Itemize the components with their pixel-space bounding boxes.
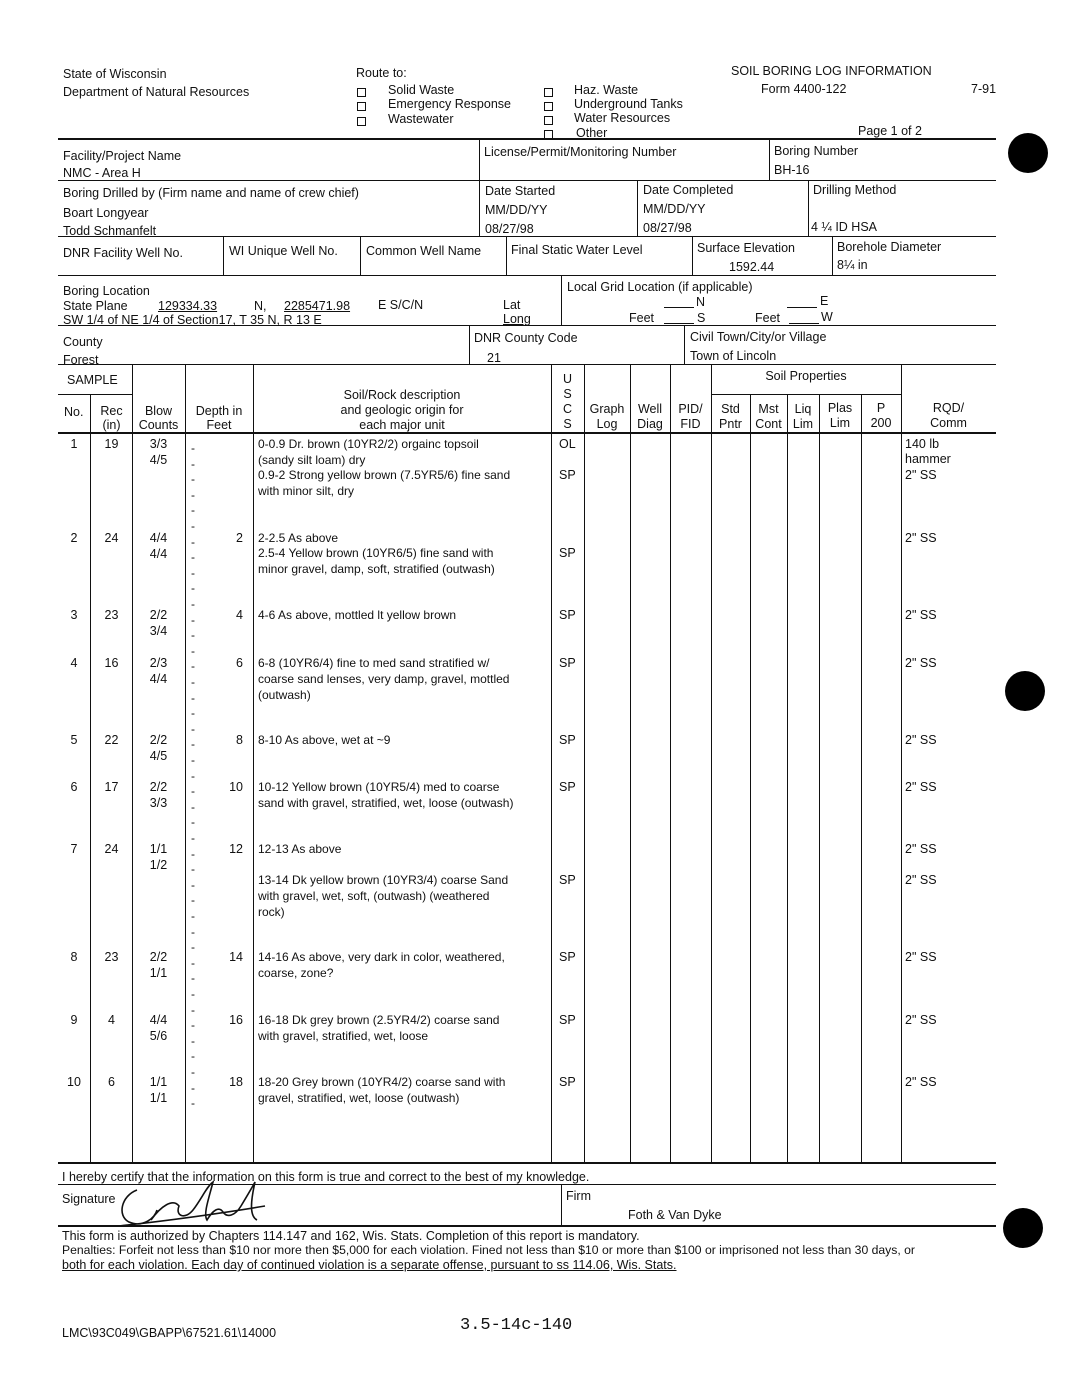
mst-cont-header: Mst xyxy=(758,402,779,416)
description-header: Soil/Rock description xyxy=(343,388,461,402)
wastewater-label: Wastewater xyxy=(388,112,454,126)
date-completed: 08/27/98 xyxy=(643,221,692,235)
depth-header-unit: Feet xyxy=(206,418,232,432)
date-started-label: Date Started xyxy=(485,184,556,198)
static-water-label: Final Static Water Level xyxy=(511,243,643,257)
solid-waste-checkbox[interactable] xyxy=(357,88,366,97)
depth-tick-mark: - xyxy=(191,784,195,798)
pid-fid-header-2: FID xyxy=(680,417,701,431)
haz-waste-label: Haz. Waste xyxy=(574,83,639,97)
sample-recovery: 19 xyxy=(104,437,119,451)
route-to-label: Route to: xyxy=(356,66,407,80)
rqd-comment: 2" SS xyxy=(905,1075,937,1089)
blow-header-counts: Counts xyxy=(138,418,179,432)
soil-description-line: coarse, zone? xyxy=(258,966,334,980)
depth-tick-mark: - xyxy=(191,1003,195,1017)
rule xyxy=(58,1162,996,1164)
wi-well-label: WI Unique Well No. xyxy=(229,244,338,258)
rule xyxy=(637,180,638,236)
grid-south: S xyxy=(697,311,706,325)
rqd-comment: hammer xyxy=(905,452,951,466)
depth-tick-mark: - xyxy=(191,581,195,595)
blow-count: 2/2 xyxy=(149,608,168,622)
sample-number: 7 xyxy=(70,842,78,856)
borehole-diameter: 8¼ in xyxy=(837,258,868,272)
grid-west: W xyxy=(821,310,833,324)
sample-depth: 16 xyxy=(229,1013,243,1027)
depth-tick-mark: - xyxy=(191,644,195,658)
water-resources-checkbox[interactable] xyxy=(544,116,553,125)
county-name: Forest xyxy=(63,353,99,367)
depth-tick-mark: - xyxy=(191,987,195,1001)
sample-depth: 14 xyxy=(229,950,243,964)
sample-number: 6 xyxy=(70,780,78,794)
soil-description-line: 12-13 As above xyxy=(258,842,342,856)
no-header: No. xyxy=(64,405,84,419)
drilling-method-label: Drilling Method xyxy=(813,183,897,197)
sample-number: 2 xyxy=(70,531,78,545)
soil-description-line: 4-6 As above, mottled lt yellow brown xyxy=(258,608,457,622)
rqd-comment: 2" SS xyxy=(905,468,937,482)
pid-fid-header: PID/ xyxy=(678,402,703,416)
rule xyxy=(711,394,901,395)
emergency-response-label: Emergency Response xyxy=(388,97,511,111)
depth-tick-mark: - xyxy=(191,628,195,642)
depth-tick-mark: - xyxy=(191,893,195,907)
signature-label: Signature xyxy=(62,1192,116,1206)
rule xyxy=(58,364,996,365)
local-grid-label: Local Grid Location (if applicable) xyxy=(567,280,753,294)
emergency-response-checkbox[interactable] xyxy=(357,102,366,111)
civil-town: Town of Lincoln xyxy=(690,349,777,363)
p200-header-2: 200 xyxy=(870,416,892,430)
east-scn-label: E S/C/N xyxy=(378,298,424,312)
sample-number: 8 xyxy=(70,950,78,964)
depth-tick-mark: - xyxy=(191,925,195,939)
long-label: Long xyxy=(503,312,531,326)
firm-label: Firm xyxy=(566,1189,591,1203)
plas-lim-header-2: Lim xyxy=(829,416,851,430)
soil-description-line: with gravel, wet, soft, (outwash) (weathered xyxy=(258,889,490,903)
soil-description-line: coarse sand lenses, very damp, gravel, mottled xyxy=(258,672,510,686)
rule xyxy=(58,180,996,181)
rule xyxy=(360,236,361,275)
blank-line xyxy=(789,323,819,324)
graph-log-header-2: Log xyxy=(596,417,618,431)
blow-count: 3/4 xyxy=(149,624,168,638)
sample-header: SAMPLE xyxy=(67,373,118,387)
sample-recovery: 24 xyxy=(104,842,119,856)
blow-count: 4/4 xyxy=(149,547,168,561)
liq-lim-header-2: Lim xyxy=(792,417,814,431)
rule xyxy=(90,394,91,1162)
depth-tick-mark: - xyxy=(191,566,195,580)
rule xyxy=(630,364,631,1162)
uscs-code: SP xyxy=(559,468,576,482)
rule xyxy=(901,364,902,1162)
rule xyxy=(787,394,788,1162)
underground-tanks-checkbox[interactable] xyxy=(544,102,553,111)
borehole-diameter-label: Borehole Diameter xyxy=(837,240,942,254)
soil-description-line: 8-10 As above, wet at ~9 xyxy=(258,733,391,747)
depth-tick-mark: - xyxy=(191,488,195,502)
uscs-code: SP xyxy=(559,608,576,622)
county-code-label: DNR County Code xyxy=(474,331,578,345)
depth-tick-mark: - xyxy=(191,691,195,705)
sample-depth: 6 xyxy=(236,656,243,670)
std-pntr-header-2: Pntr xyxy=(719,417,742,431)
grid-east: E xyxy=(820,294,829,308)
soil-description-line: (outwash) xyxy=(258,688,311,702)
grid-north: N xyxy=(696,295,706,309)
rqd-comment: 2" SS xyxy=(905,733,937,747)
rule xyxy=(58,1225,996,1227)
date-started: 08/27/98 xyxy=(485,222,534,236)
blow-header: Blow xyxy=(144,404,173,418)
soil-description-line: 6-8 (10YR6/4) fine to med sand stratified w/ xyxy=(258,656,490,670)
dnr-well-label: DNR Facility Well No. xyxy=(63,246,183,260)
wastewater-checkbox[interactable] xyxy=(357,117,366,126)
rqd-comment: 2" SS xyxy=(905,608,937,622)
authorization-text: This form is authorized by Chapters 114.147 and 162, Wis. Stats. Completion of this report is mandatory. xyxy=(62,1229,640,1243)
civil-town-label: Civil Town/City/or Village xyxy=(690,330,827,344)
section-location: SW 1/4 of NE 1/4 of Section17, T 35 N, R 13 E xyxy=(63,313,322,327)
soil-description-line: 0-0.9 Dr. brown (10YR2/2) orgainc topsoil xyxy=(258,437,479,451)
depth-tick-mark: - xyxy=(191,472,195,486)
depth-tick-mark: - xyxy=(191,956,195,970)
uscs-header: S xyxy=(563,387,572,401)
blow-count: 4/4 xyxy=(149,1013,168,1027)
county-code: 21 xyxy=(487,351,501,365)
depth-tick-mark: - xyxy=(191,909,195,923)
sample-number: 9 xyxy=(70,1013,78,1027)
soil-description-line: 10-12 Yellow brown (10YR5/4) med to coarse xyxy=(258,780,500,794)
uscs-code: SP xyxy=(559,1013,576,1027)
water-resources-label: Water Resources xyxy=(574,111,671,125)
uscs-code: SP xyxy=(559,1075,576,1089)
rule xyxy=(808,180,809,236)
blank-line xyxy=(664,307,694,308)
soil-description-line: (sandy silt loam) dry xyxy=(258,453,366,467)
sample-recovery: 16 xyxy=(104,656,119,670)
soil-description-line: 16-18 Dk grey brown (2.5YR4/2) coarse sand xyxy=(258,1013,500,1027)
certification-text: I hereby certify that the information on this form is true and correct to the best of my knowledge. xyxy=(62,1170,590,1184)
rule xyxy=(58,138,996,140)
rqd-comment: 2" SS xyxy=(905,780,937,794)
depth-tick-mark: - xyxy=(191,1081,195,1095)
solid-waste-label: Solid Waste xyxy=(388,83,455,97)
blow-count: 1/1 xyxy=(149,1075,168,1089)
rqd-comm-header-2: Comm xyxy=(930,416,967,430)
soil-description-line: 2-2.5 As above xyxy=(258,531,339,545)
surface-elevation: 1592.44 xyxy=(729,260,775,274)
sample-depth: 10 xyxy=(229,780,243,794)
sample-recovery: 23 xyxy=(104,950,119,964)
uscs-code: SP xyxy=(559,733,576,747)
rule xyxy=(832,236,833,275)
boring-number-label: Boring Number xyxy=(774,144,859,158)
boring-number: BH-16 xyxy=(774,163,810,177)
sample-recovery: 17 xyxy=(104,780,119,794)
punch-hole-icon xyxy=(1005,671,1045,711)
rqd-comment: 2" SS xyxy=(905,873,937,887)
crew-chief: Todd Schmanfelt xyxy=(63,224,157,238)
rule xyxy=(479,138,480,180)
rule xyxy=(684,325,685,364)
blow-count: 2/2 xyxy=(149,950,168,964)
state-plane-east: 2285471.98 xyxy=(284,299,351,313)
uscs-code: SP xyxy=(559,546,576,560)
depth-tick-mark: - xyxy=(191,519,195,533)
underground-tanks-label: Underground Tanks xyxy=(574,97,683,111)
liq-lim-header: Liq xyxy=(794,402,812,416)
depth-tick-mark: - xyxy=(191,706,195,720)
rule xyxy=(506,236,507,275)
penalties-text: Penalties: Forfeit not less than $10 nor more then $5,000 for each violation. Fined not less than $10 or more than $100 or imprisoned not less than 30 days, or xyxy=(62,1243,915,1257)
blow-count: 1/1 xyxy=(149,1091,168,1105)
soil-description-line: 0.9-2 Strong yellow brown (7.5YR5/6) fine sand xyxy=(258,468,511,482)
sample-number: 3 xyxy=(70,608,78,622)
blow-count: 1/2 xyxy=(149,858,168,872)
date-completed-format: MM/DD/YY xyxy=(643,202,706,216)
sample-number: 5 xyxy=(70,733,78,747)
rule xyxy=(670,364,671,1162)
blow-count: 5/6 xyxy=(149,1029,168,1043)
rule xyxy=(584,364,585,1162)
department-name: Department of Natural Resources xyxy=(63,85,250,99)
drilling-firm: Boart Longyear xyxy=(63,206,149,220)
drilling-method: 4 ¼ ID HSA xyxy=(811,220,877,234)
penalties-text-2: both for each violation. Each day of continued violation is a separate offense, pursuant to ss 114.06, Wis. Stats. xyxy=(62,1258,677,1272)
depth-tick-mark: - xyxy=(191,971,195,985)
sample-depth: 18 xyxy=(229,1075,243,1089)
std-pntr-header: Std xyxy=(721,402,740,416)
depth-tick-mark: - xyxy=(191,862,195,876)
description-header-2: and geologic origin for xyxy=(340,403,464,417)
county-label: County xyxy=(63,335,103,349)
common-well-label: Common Well Name xyxy=(366,244,482,258)
state-plane-north: 129334.33 xyxy=(158,299,218,313)
punch-hole-icon xyxy=(1008,133,1048,173)
blow-count: 4/5 xyxy=(149,749,168,763)
blank-line xyxy=(664,323,694,324)
state-name: State of Wisconsin xyxy=(63,67,167,81)
sample-recovery: 23 xyxy=(104,608,119,622)
uscs-code: OL xyxy=(559,437,576,451)
blow-count: 1/1 xyxy=(149,842,168,856)
depth-tick-mark: - xyxy=(191,831,195,845)
sample-number: 1 xyxy=(70,437,78,451)
depth-tick-mark: - xyxy=(191,441,195,455)
depth-tick-mark: - xyxy=(191,1096,195,1110)
surface-elevation-label: Surface Elevation xyxy=(697,241,795,255)
soil-description-line: with gravel, stratified, wet, loose xyxy=(258,1029,429,1043)
rule xyxy=(750,394,751,1162)
north-label: N, xyxy=(254,299,267,313)
soil-properties-header: Soil Properties xyxy=(765,369,847,383)
soil-description-line: rock) xyxy=(258,905,285,919)
depth-tick-mark: - xyxy=(191,753,195,767)
depth-tick-mark: - xyxy=(191,503,195,517)
well-diag-header: Well xyxy=(637,402,663,416)
uscs-header: C xyxy=(562,402,573,416)
depth-tick-mark: - xyxy=(191,1018,195,1032)
document-code: 3.5-14c-140 xyxy=(460,1316,573,1335)
rule xyxy=(861,394,862,1162)
rqd-comm-header: RQD/ xyxy=(932,401,965,415)
rule xyxy=(692,236,693,275)
form-revision: 7-91 xyxy=(971,82,997,96)
boring-location-label: Boring Location xyxy=(63,284,150,298)
rec-header: Rec xyxy=(100,404,123,418)
lat-label: Lat xyxy=(503,298,521,312)
drilled-by-label: Boring Drilled by (Firm name and name of crew chief) xyxy=(63,186,359,200)
rule xyxy=(819,394,820,1162)
rule xyxy=(711,364,712,1162)
p200-header: P xyxy=(876,401,886,415)
depth-tick-mark: - xyxy=(191,878,195,892)
sample-depth: 4 xyxy=(236,608,243,622)
blow-count: 3/3 xyxy=(149,796,168,810)
soil-description-line: minor gravel, damp, soft, stratified (outwash) xyxy=(258,562,495,576)
rqd-comment: 2" SS xyxy=(905,656,937,670)
document-path: LMC\93C049\GBAPP\67521.61\14000 xyxy=(62,1326,277,1340)
rule xyxy=(479,180,480,236)
soil-description-line: 2.5-4 Yellow brown (10YR6/5) fine sand with xyxy=(258,546,494,560)
rule xyxy=(58,275,996,276)
description-header-3: each major unit xyxy=(359,418,445,432)
punch-hole-icon xyxy=(1003,1208,1043,1248)
sample-recovery: 24 xyxy=(104,531,119,545)
uscs-code: SP xyxy=(559,656,576,670)
depth-tick-mark: - xyxy=(191,457,195,471)
signature-image xyxy=(115,1176,275,1232)
blow-count: 4/5 xyxy=(149,453,168,467)
rqd-comment: 2" SS xyxy=(905,950,937,964)
feet-label: Feet xyxy=(755,311,781,325)
depth-tick-mark: - xyxy=(191,940,195,954)
uscs-code: SP xyxy=(559,780,576,794)
uscs-code: SP xyxy=(559,873,576,887)
firm-name: Foth & Van Dyke xyxy=(628,1208,722,1222)
blow-count: 2/3 xyxy=(149,656,168,670)
depth-header: Depth in xyxy=(195,404,243,418)
rule xyxy=(551,364,552,1162)
haz-waste-checkbox[interactable] xyxy=(544,88,553,97)
uscs-code: SP xyxy=(559,950,576,964)
depth-tick-mark: - xyxy=(191,815,195,829)
blank-line xyxy=(787,307,817,308)
sample-depth: 12 xyxy=(229,842,243,856)
rqd-comment: 2" SS xyxy=(905,531,937,545)
depth-tick-mark: - xyxy=(191,722,195,736)
rule xyxy=(58,394,132,395)
facility-name: NMC - Area H xyxy=(63,166,141,180)
sample-number: 4 xyxy=(70,656,78,670)
rqd-comment: 2" SS xyxy=(905,1013,937,1027)
blow-count: 4/4 xyxy=(149,672,168,686)
well-diag-header-2: Diag xyxy=(637,417,663,431)
depth-tick-mark: - xyxy=(191,550,195,564)
depth-tick-mark: - xyxy=(191,1065,195,1079)
state-plane-label: State Plane xyxy=(63,299,128,313)
blow-count: 2/2 xyxy=(149,733,168,747)
depth-tick-mark: - xyxy=(191,659,195,673)
rqd-comment: 140 lb xyxy=(905,437,940,451)
graph-log-header: Graph xyxy=(589,402,625,416)
license-label: License/Permit/Monitoring Number xyxy=(484,145,677,159)
blow-count: 2/2 xyxy=(149,780,168,794)
page-number: Page 1 of 2 xyxy=(858,124,922,138)
rule xyxy=(253,364,254,1162)
rule xyxy=(223,236,224,275)
blow-count: 4/4 xyxy=(149,531,168,545)
rule xyxy=(561,275,562,325)
rec-header-unit: (in) xyxy=(102,418,121,432)
soil-description-line: 13-14 Dk yellow brown (10YR3/4) coarse Sand xyxy=(258,873,509,887)
facility-label: Facility/Project Name xyxy=(63,149,182,163)
depth-tick-mark: - xyxy=(191,1049,195,1063)
rule xyxy=(469,325,470,364)
blow-count: 3/3 xyxy=(149,437,168,451)
depth-tick-mark: - xyxy=(191,737,195,751)
soil-description-line: sand with gravel, stratified, wet, loose (outwash) xyxy=(258,796,514,810)
depth-tick-mark: - xyxy=(191,597,195,611)
sample-depth: 8 xyxy=(236,733,243,747)
soil-description-line: gravel, stratified, wet, loose (outwash) xyxy=(258,1091,460,1105)
date-started-format: MM/DD/YY xyxy=(485,203,548,217)
rule xyxy=(561,1184,562,1225)
date-completed-label: Date Completed xyxy=(643,183,734,197)
soil-description-line: with minor silt, dry xyxy=(258,484,355,498)
form-title: SOIL BORING LOG INFORMATION xyxy=(731,64,932,78)
form-number: Form 4400-122 xyxy=(761,82,847,96)
sample-recovery: 4 xyxy=(108,1013,115,1027)
soil-description-line: 14-16 As above, very dark in color, weathered, xyxy=(258,950,505,964)
depth-tick-mark: - xyxy=(191,800,195,814)
depth-tick-mark: - xyxy=(191,535,195,549)
mst-cont-header-2: Cont xyxy=(755,417,782,431)
sample-number: 10 xyxy=(67,1075,81,1089)
rqd-comment: 2" SS xyxy=(905,842,937,856)
depth-tick-mark: - xyxy=(191,613,195,627)
depth-tick-mark: - xyxy=(191,847,195,861)
sample-recovery: 22 xyxy=(104,733,119,747)
plas-lim-header: Plas xyxy=(827,401,853,415)
depth-tick-mark: - xyxy=(191,675,195,689)
blow-count: 1/1 xyxy=(149,966,168,980)
feet-label: Feet xyxy=(629,311,655,325)
uscs-header: S xyxy=(563,417,572,431)
other-label: Other xyxy=(576,126,608,140)
rule xyxy=(185,364,186,1162)
depth-tick-mark: - xyxy=(191,1034,195,1048)
sample-recovery: 6 xyxy=(108,1075,115,1089)
depth-tick-mark: - xyxy=(191,769,195,783)
rule xyxy=(769,138,770,180)
soil-description-line: 18-20 Grey brown (10YR4/2) coarse sand with xyxy=(258,1075,506,1089)
sample-depth: 2 xyxy=(236,531,243,545)
uscs-header: U xyxy=(562,372,573,386)
